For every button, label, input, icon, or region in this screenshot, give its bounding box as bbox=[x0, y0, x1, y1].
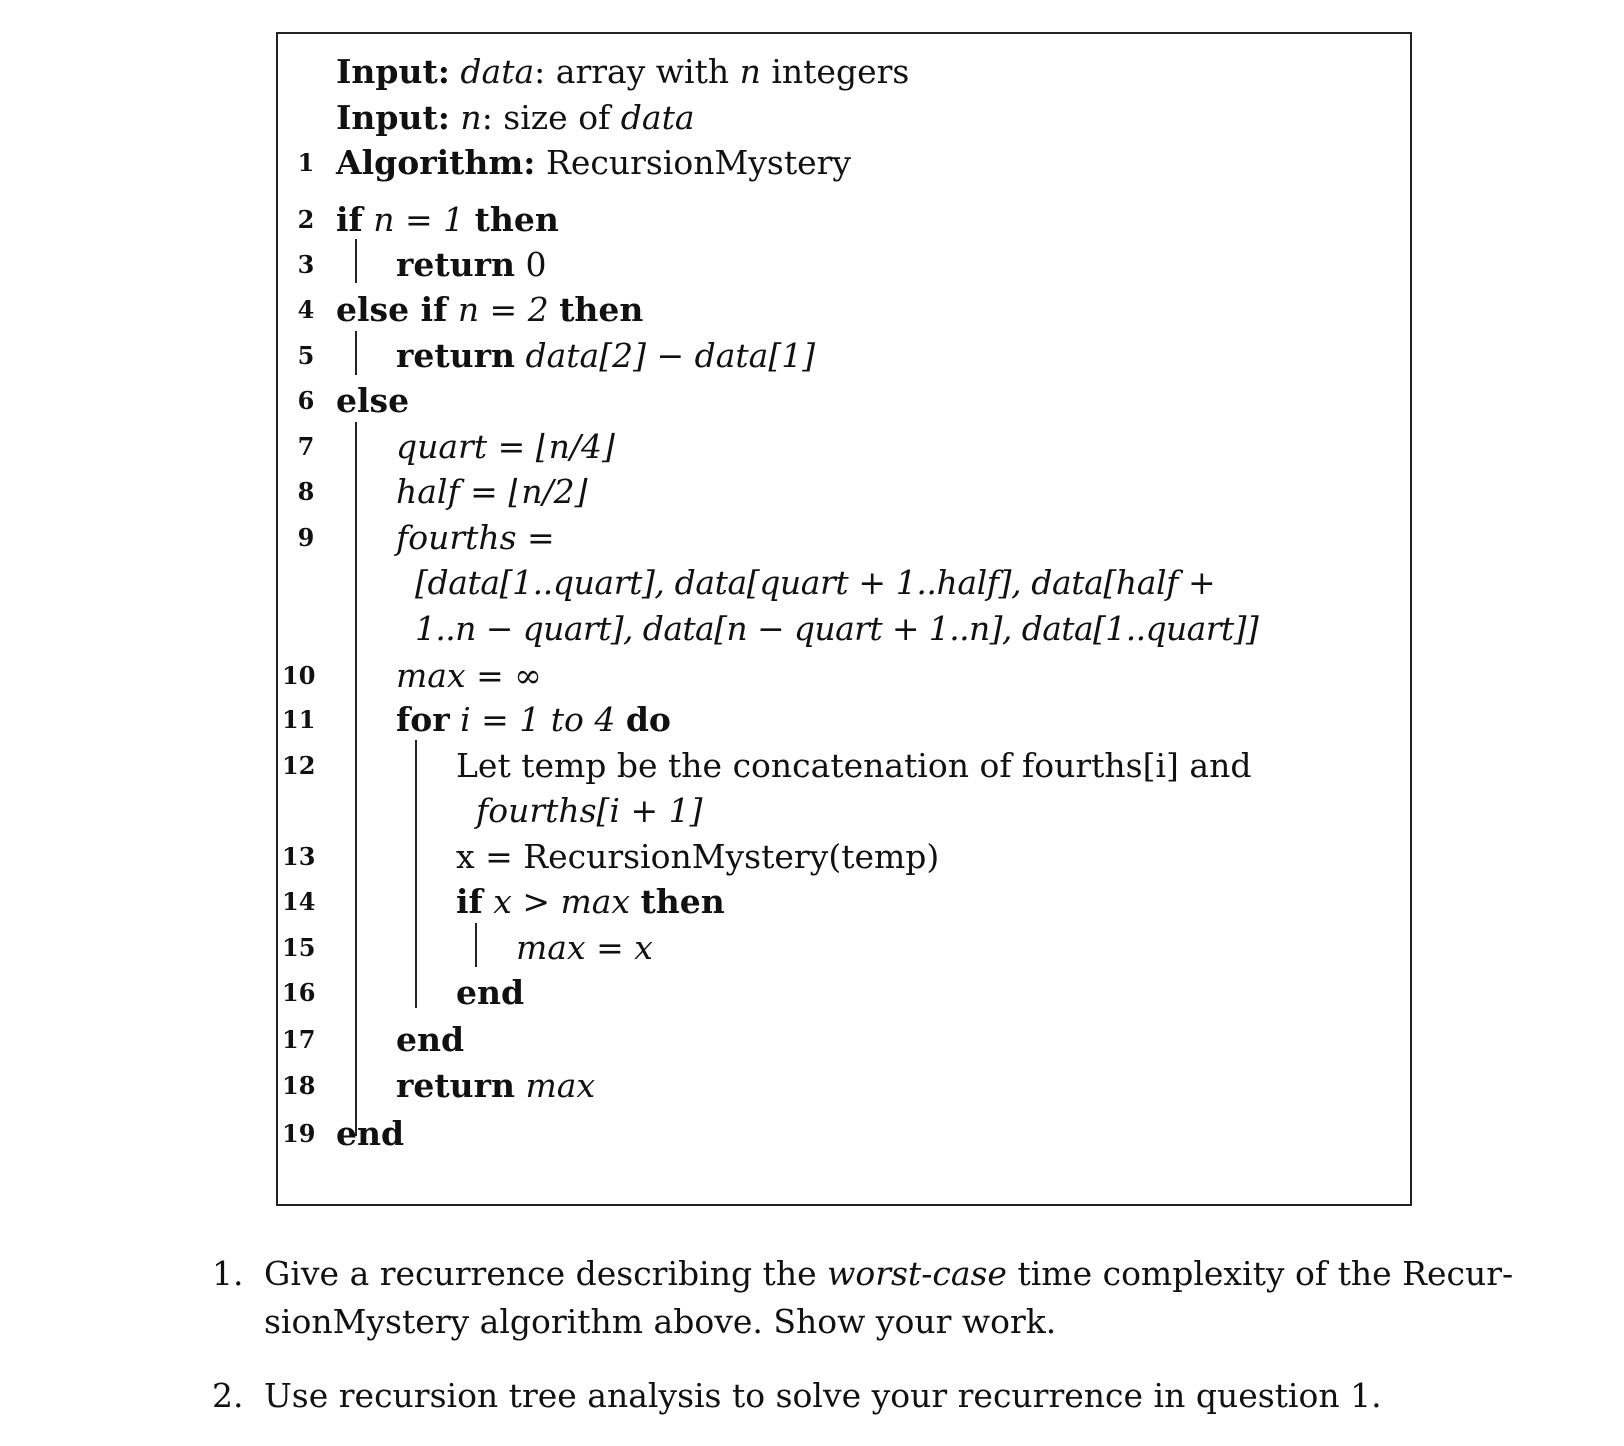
code-text: x = RecursionMystery(temp) bbox=[456, 837, 940, 876]
block-bar bbox=[355, 239, 357, 283]
block-bar bbox=[355, 331, 357, 375]
line-number: 5 bbox=[297, 341, 315, 370]
keyword: Algorithm: bbox=[336, 143, 536, 182]
condition: i = 1 to 4 bbox=[449, 700, 626, 739]
line-number: 9 bbox=[297, 523, 315, 552]
question-number: 2. bbox=[212, 1376, 244, 1415]
input-n: n bbox=[739, 52, 761, 91]
code-text: Let temp be the concatenation of fourths[i] and bbox=[456, 746, 1252, 785]
question-emphasis: worst-case bbox=[827, 1254, 1007, 1293]
input-rest: integers bbox=[760, 52, 910, 91]
question-item bbox=[212, 1372, 1612, 1420]
line-number: 11 bbox=[282, 705, 316, 734]
keyword: else bbox=[336, 381, 410, 420]
condition: x > max bbox=[482, 882, 641, 921]
block-bar bbox=[415, 740, 417, 1008]
input-sep: : size of bbox=[481, 98, 621, 137]
code-text: quart = ⌊n/4⌋ bbox=[396, 427, 615, 466]
line-number: 19 bbox=[282, 1119, 316, 1148]
code-text: fourths[i + 1] bbox=[476, 791, 703, 830]
line-number: 12 bbox=[282, 751, 316, 780]
input-label: Input: bbox=[336, 52, 450, 91]
line-number: 10 bbox=[282, 661, 316, 690]
line-number: 13 bbox=[282, 842, 316, 871]
code-text: max bbox=[515, 1066, 596, 1105]
keyword: else if bbox=[336, 290, 448, 329]
algorithm-name: RecursionMystery bbox=[535, 143, 852, 182]
line-number: 4 bbox=[297, 295, 315, 324]
code-text: half = ⌊n/2⌋ bbox=[396, 472, 588, 511]
code-text: fourths = bbox=[396, 518, 555, 557]
keyword: return bbox=[396, 1066, 515, 1105]
keyword: then bbox=[559, 290, 644, 329]
question-text: time complexity of the Recur- bbox=[1006, 1254, 1514, 1293]
input-var: data bbox=[460, 52, 535, 91]
line-number: 15 bbox=[282, 933, 316, 962]
keyword: if bbox=[336, 200, 363, 239]
question-text: sionMystery algorithm above. Show your work. bbox=[264, 1302, 1057, 1341]
condition: n = 2 bbox=[447, 290, 560, 329]
condition: n = 1 bbox=[362, 200, 475, 239]
line-number: 8 bbox=[297, 477, 315, 506]
question-item bbox=[212, 1250, 1612, 1346]
input-label: Input: bbox=[336, 98, 450, 137]
algorithm-box bbox=[276, 32, 1412, 1206]
line-number: 2 bbox=[297, 205, 315, 234]
line-number: 6 bbox=[297, 386, 315, 415]
keyword: return bbox=[396, 245, 515, 284]
code-text: max = x bbox=[516, 928, 653, 967]
input-sep: : array with bbox=[534, 52, 740, 91]
keyword: for bbox=[396, 700, 450, 739]
keyword: end bbox=[336, 1114, 405, 1153]
question-text: Give a recurrence describing the bbox=[264, 1254, 828, 1293]
input-var: n bbox=[460, 98, 482, 137]
block-bar bbox=[355, 422, 357, 1136]
block-bar bbox=[475, 923, 477, 967]
line-number: 17 bbox=[282, 1025, 316, 1054]
line-number: 16 bbox=[282, 978, 316, 1007]
line-number: 7 bbox=[297, 432, 315, 461]
keyword: end bbox=[456, 973, 525, 1012]
code-text: [data[1..quart], data[quart + 1..half], data[half + bbox=[415, 563, 1216, 602]
input-data: data bbox=[620, 98, 695, 137]
keyword: end bbox=[396, 1020, 465, 1059]
line-number: 3 bbox=[297, 250, 315, 279]
keyword: then bbox=[474, 200, 559, 239]
code-text: 1..n − quart], data[n − quart + 1..n], data[1..quart]] bbox=[415, 609, 1259, 648]
question-number: 1. bbox=[212, 1254, 244, 1293]
question-text: Use recursion tree analysis to solve your recurrence in question 1. bbox=[264, 1376, 1382, 1415]
code-text: 0 bbox=[515, 245, 547, 284]
line-number: 18 bbox=[282, 1071, 316, 1100]
keyword: then bbox=[640, 882, 725, 921]
keyword: if bbox=[456, 882, 483, 921]
code-text: data[2] − data[1] bbox=[515, 336, 816, 375]
question-list bbox=[212, 1250, 1612, 1446]
line-number: 1 bbox=[297, 148, 315, 177]
line-number: 14 bbox=[282, 887, 316, 916]
code-text: max = ∞ bbox=[396, 656, 542, 695]
keyword: do bbox=[625, 700, 671, 739]
keyword: return bbox=[396, 336, 515, 375]
